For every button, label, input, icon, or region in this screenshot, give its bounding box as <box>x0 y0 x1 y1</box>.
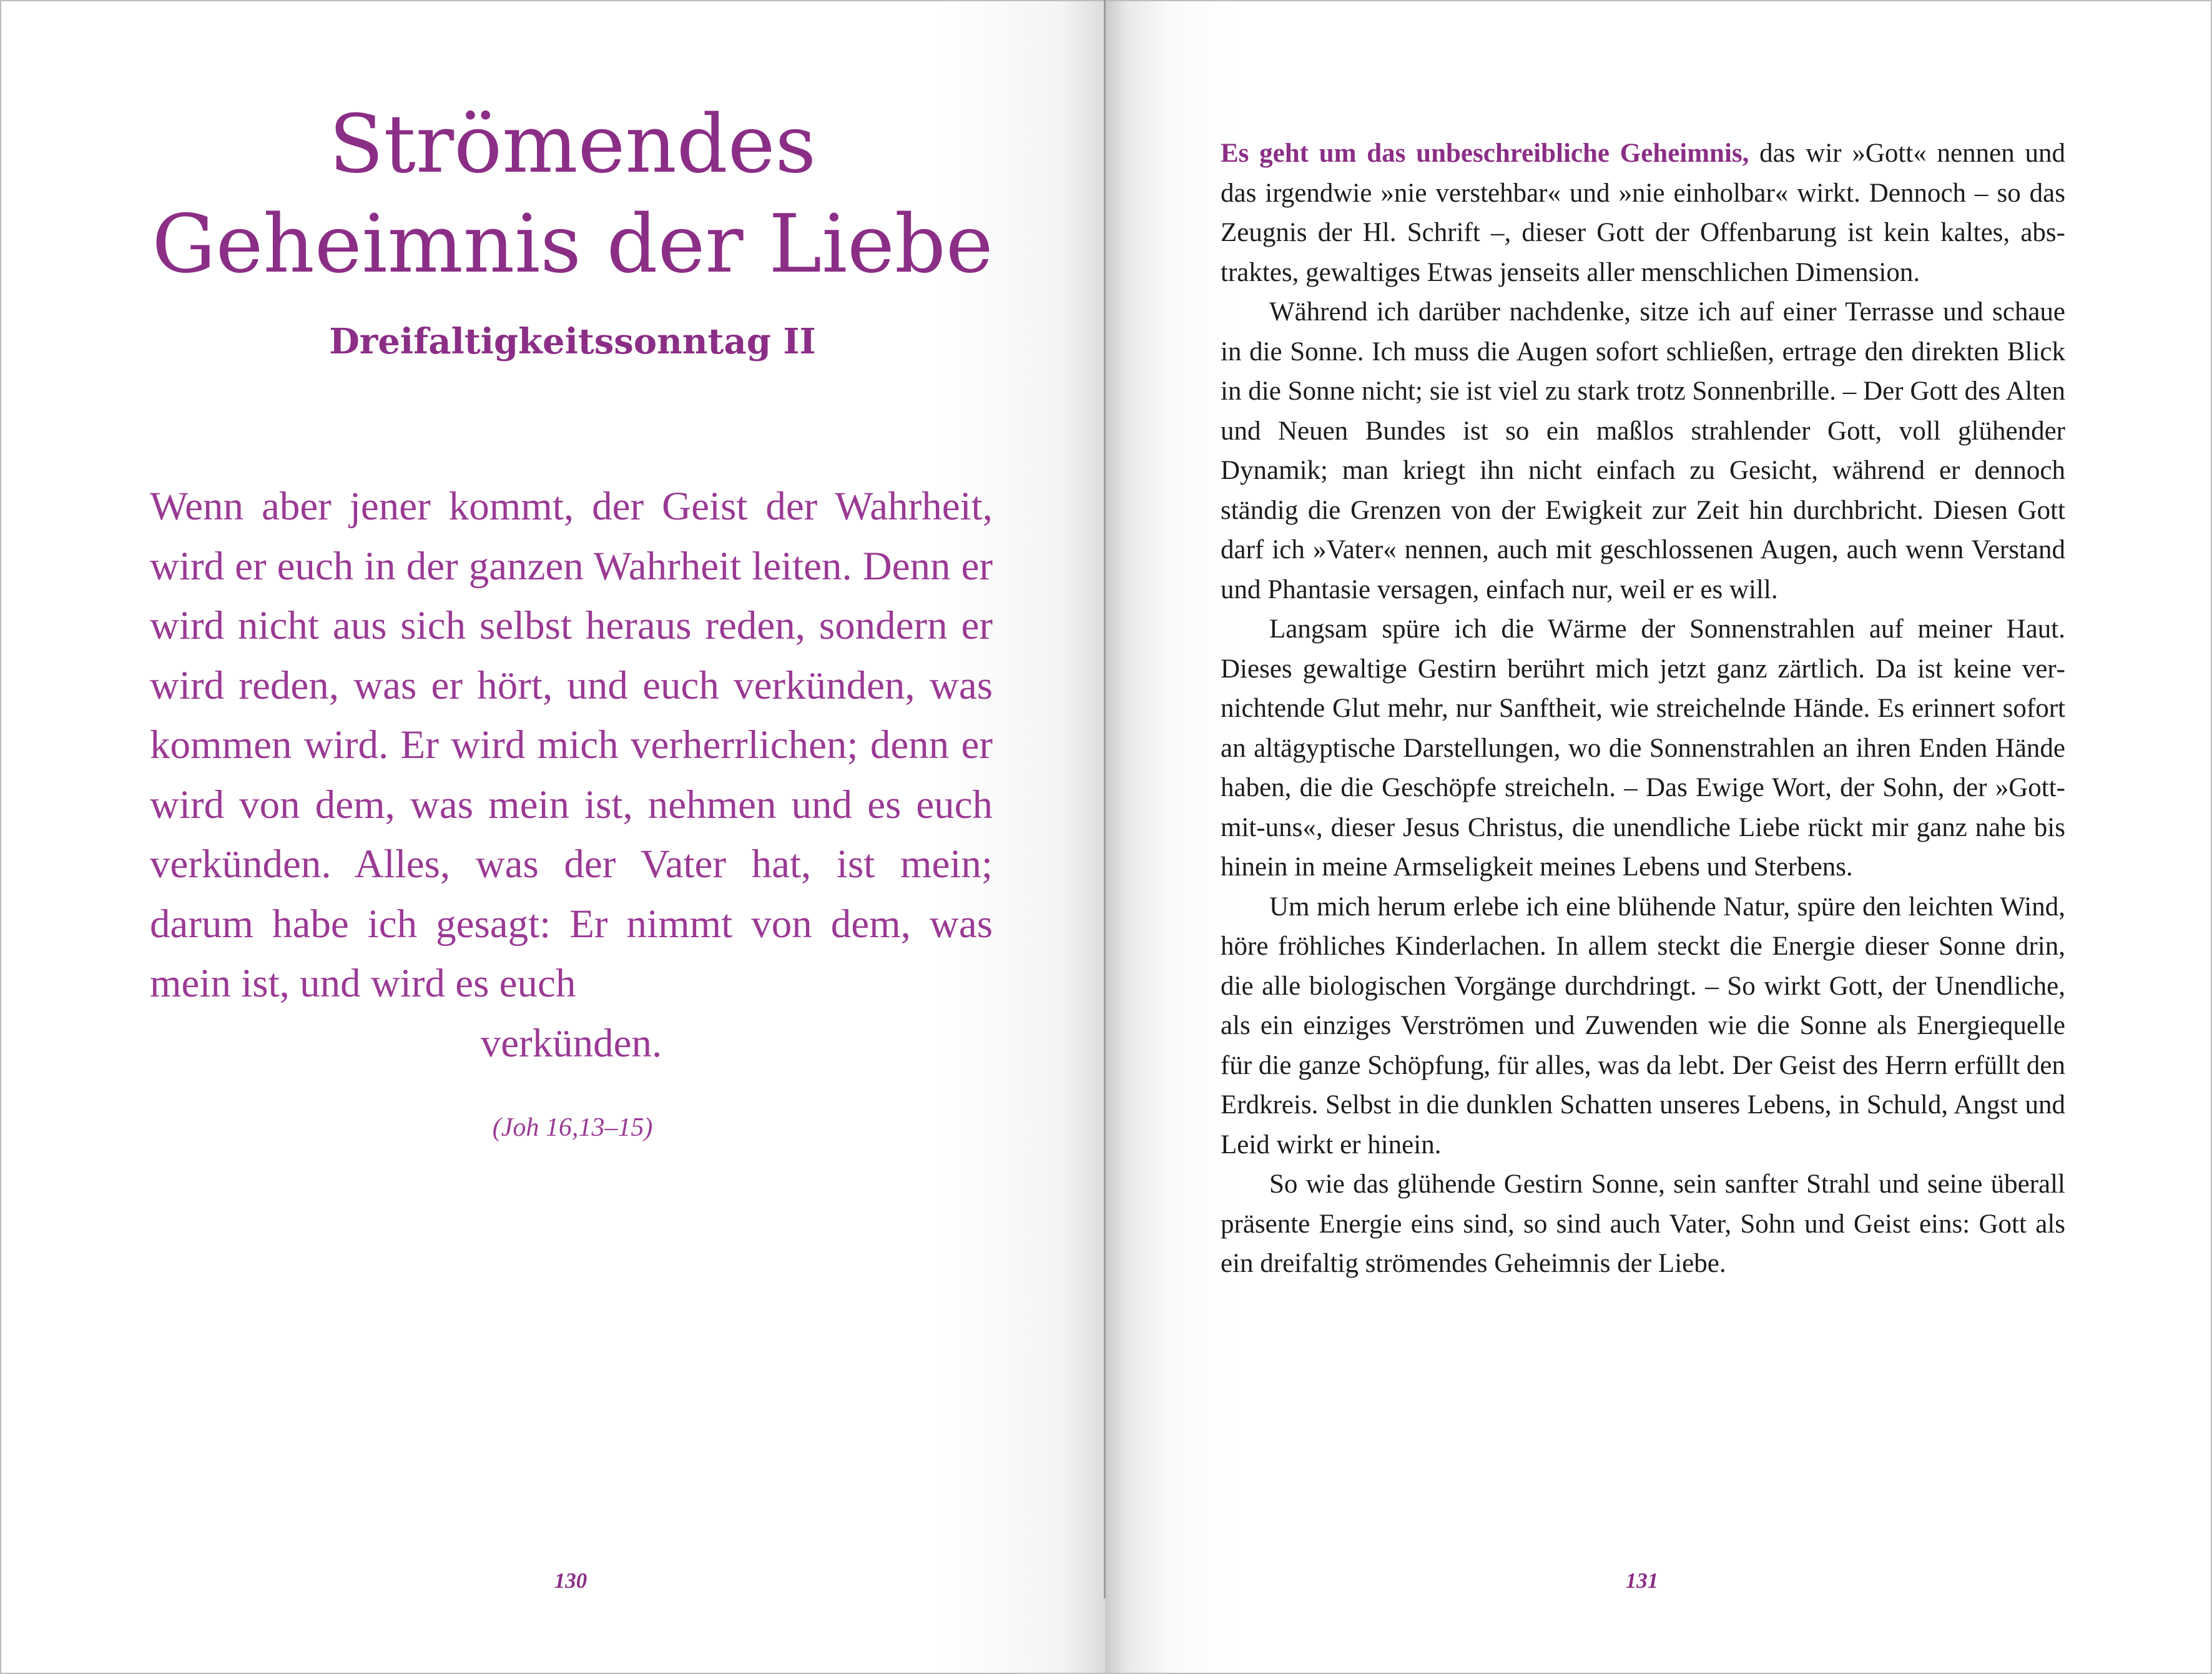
title-line-1: Strömendes <box>328 98 817 191</box>
page-number-left: 130 <box>554 1568 587 1593</box>
page-subtitle: Dreifaltigkeitssonntag II <box>329 321 816 362</box>
gutter-divider <box>1104 0 1106 1598</box>
scripture-verse <box>150 477 993 1073</box>
page-title <box>76 95 1069 295</box>
paragraph-2: Während ich darüber nachdenke, sitze ich auf einer Terrasse und schaue in die Sonne. Ich muss die Augen sofort schließen, ertrage den direkten Blick in die Sonne nicht; sie ist viel zu stark trotz Sonnenbrille. – Der Gott des Alten und Neuen Bundes ist so ein maßlos strahlender Gott, voll glühender Dynamik; man kriegt ihn nicht einfach zu Gesicht, während er dennoch ständig die Grenzen von der Ewigkeit zur Zeit hin durchbricht. Diesen Gott darf ich »Vater« nennen, auch mit geschlossenen Augen, auch wenn Verstand und Phantasie versagen, einfach nur, weil er es will. <box>1221 297 2065 604</box>
body-text <box>1221 134 2065 1284</box>
paragraph-3: Langsam spüre ich die Wärme der Sonnenstrahlen auf meiner Haut. Dieses gewaltige Gestirn berührt mich jetzt ganz zärtlich. Da ist keine vernichtende Glut mehr, nur Sanftheit, wie streichelnde Hände. Es erinnert sofort an altägyptische Darstellungen, wo die Sonnenstrahlen an ihren Enden Hände haben, die die Geschöpfe streicheln. – Das Ewige Wort, der Sohn, der »Gott-mit-uns«, dieser Jesus Christus, die unendliche Liebe rückt mir ganz nahe bis hinein in meine Armseligkeit meines Lebens und Sterbens. <box>1221 614 2065 882</box>
paragraph-1-text: das wir »Gott« nennen und das irgendwie »nie verstehbar« und »nie einholbar« wirkt. Dennoch – so das Zeugnis der Hl. Schrift –, dieser Gott der Offenbarung ist kein kaltes, abstraktes, gewaltiges Etwas jenseits aller menschlichen Dimension. <box>1221 139 2065 287</box>
verse-text: Wenn aber jener kommt, der Geist der Wahrheit, wird er euch in der ganzen Wahrheit leiten. Denn er wird nicht aus sich selbst heraus reden, sondern er wird reden, was er hört, und euch verkünden, was kommen wird. Er wird mich verherrlichen; denn er wird von dem, was mein ist, nehmen und es euch verkünden. Alles, was der Vater hat, ist mein; darum habe ich gesagt: Er nimmt von dem, was mein ist, und wird es euch <box>150 484 993 1006</box>
verse-last-line: verkünden. <box>480 1020 662 1066</box>
paragraph-1 <box>1221 134 2065 292</box>
paragraph-4: Um mich herum erlebe ich eine blühende Natur, spüre den leichten Wind, höre fröhliches Kinderlachen. In allem steckt die Energie dieser Sonne drin, die alle biologischen Vorgänge durchdringt. – So wirkt Gott, der Unendliche, als ein einziges Verströmen und Zuwenden wie die Sonne als Energiequelle für die ganze Schöpfung, für alles, was da lebt. Der Geist des Herrn erfüllt den Erdkreis. Selbst in die dunklen Schatten unseres Lebens, in Schuld, Angst und Leid wirkt er hinein. <box>1221 892 2065 1159</box>
title-line-2: Geheimnis der Liebe <box>152 198 993 291</box>
left-page <box>0 0 1105 1674</box>
lead-in: Es geht um das unbeschreibliche Geheimnis, <box>1221 139 1749 168</box>
page-number-right: 131 <box>1625 1568 1659 1593</box>
paragraph-5: So wie das glühende Gestirn Sonne, sein sanfter Strahl und seine überall präsente Energie eins sind, so sind auch Vater, Sohn und Geist eins: Gott als ein dreifaltig strömendes Geheimnis der Liebe. <box>1221 1169 2065 1278</box>
scripture-reference: (Joh 16,13–15) <box>492 1113 653 1142</box>
